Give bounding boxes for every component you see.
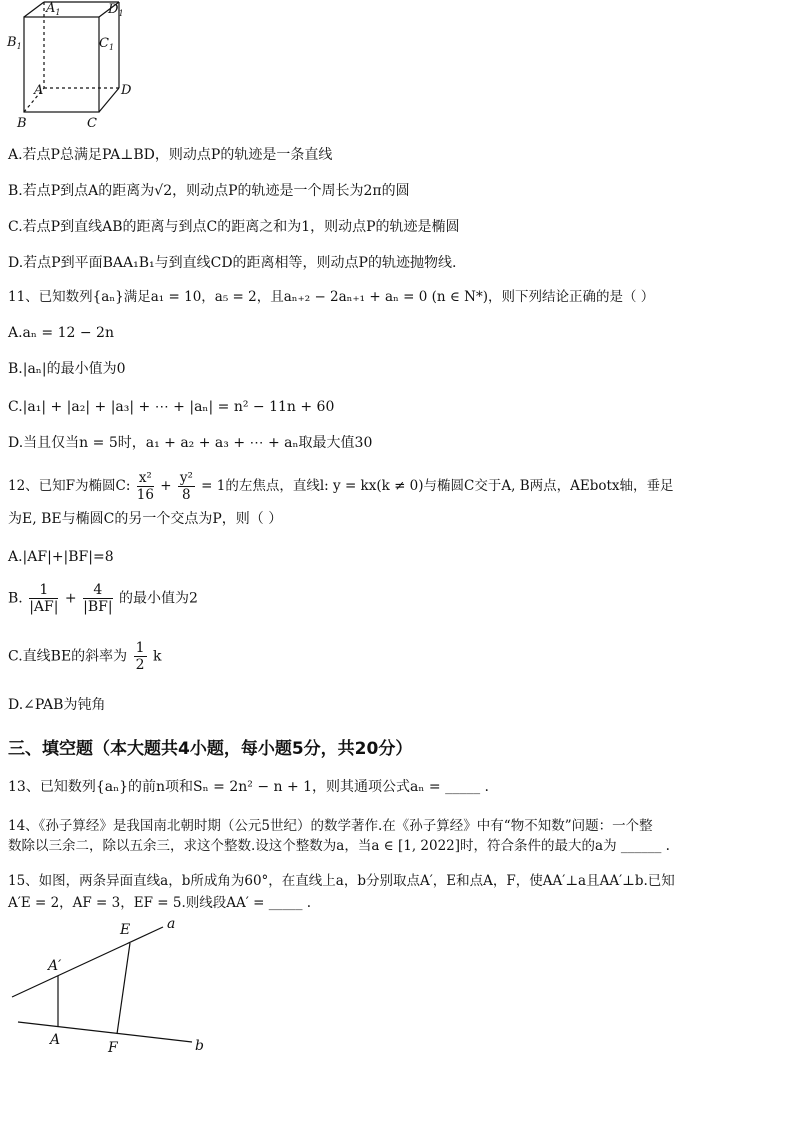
cube-label-a: A	[34, 83, 44, 98]
fig-label-b-line: b	[195, 1038, 204, 1054]
q12-frac-y-den: 8	[182, 487, 191, 503]
q12-stem-line1	[8, 470, 674, 503]
q12-option-c-frac-num: 1	[135, 640, 145, 656]
q12-frac-y-num: y²	[179, 470, 193, 486]
cube-label-c: C	[87, 116, 97, 131]
q12-stem-line2: 为E, BE与椭圆C的另一个交点为P，则（ ）	[8, 511, 283, 527]
q12-option-b-frac1-num: 1	[29, 582, 58, 599]
q12-option-b	[8, 582, 198, 615]
q10-option-b: B.若点P到点A的距离为√2，则动点P的轨迹是一个周长为2π的圆	[8, 183, 410, 199]
cube-label-b: B	[17, 116, 27, 131]
cube-label-d: D	[121, 83, 132, 98]
q12-option-c-frac	[134, 640, 147, 673]
fig-label-a-prime: A′	[48, 958, 62, 974]
q12-plus: +	[160, 478, 172, 494]
line-b	[18, 1022, 192, 1042]
q12-option-b-frac2-num: 4	[83, 582, 112, 599]
q12-option-c-prefix: C.直线BE的斜率为	[8, 648, 128, 665]
q12-option-b-frac1-den: |AF|	[29, 599, 59, 615]
cube-label-a1: $A_1$	[46, 1, 61, 17]
q12-option-b-suffix: 的最小值为2	[119, 590, 198, 607]
q11-stem: 11、已知数列{aₙ}满足a₁ = 10，a₅ = 2，且aₙ₊₂ − 2aₙ₊₁ + aₙ = 0 (n ∈ N*)，则下列结论正确的是（ ）	[8, 289, 655, 305]
skew-lines-figure	[0, 912, 230, 1062]
fig-label-e: E	[120, 922, 131, 938]
q10-option-a: A.若点P总满足PA⊥BD，则动点P的轨迹是一条直线	[8, 147, 333, 163]
q11-option-c: C.|a₁| + |a₂| + |a₃| + ⋯ + |aₙ| = n² − 11n + 60	[8, 399, 335, 415]
cube-label-c1: $C_1$	[99, 36, 115, 52]
q13-text: 13、已知数列{aₙ}的前n项和Sₙ = 2n² − n + 1，则其通项公式aₙ = _____ .	[8, 779, 489, 795]
q12-option-b-prefix: B.	[8, 590, 23, 607]
q12-frac-x	[137, 470, 154, 503]
q12-option-c	[8, 640, 161, 673]
q14-line1: 14、《孙子算经》是我国南北朝时期（公元5世纪）的数学著作.在《孙子算经》中有“物不知数”问题：一个整	[8, 818, 653, 834]
cube-label-d1: $D_1$	[108, 2, 124, 18]
line-a	[12, 927, 163, 997]
q12-stem-part2: = 1的左焦点，直线l: y = kx(k ≠ 0)与椭圆C交于A, B两点，AEbotx轴，垂足	[201, 478, 674, 494]
q12-option-b-frac1	[29, 582, 58, 615]
cube-edge	[99, 88, 119, 112]
q12-frac-x-den: 16	[136, 487, 154, 503]
q11-option-a: A.aₙ = 12 − 2n	[8, 325, 114, 341]
q12-option-b-frac2-den: |BF|	[83, 599, 113, 615]
q12-option-b-frac2	[83, 582, 112, 615]
q12-option-a: A.|AF|+|BF|=8	[8, 549, 114, 565]
q11-option-d: D.当且仅当n = 5时，a₁ + a₂ + a₃ + ⋯ + aₙ取最大值30	[8, 435, 373, 451]
q12-stem-part1: 12、已知F为椭圆C:	[8, 478, 131, 494]
q11-option-b: B.|aₙ|的最小值为0	[8, 361, 126, 377]
q12-frac-x-num: x²	[137, 470, 154, 487]
section3-title: 三、填空题（本大题共4小题，每小题5分，共20分）	[8, 739, 413, 759]
fig-label-a-line: a	[167, 916, 176, 932]
q10-option-c: C.若点P到直线AB的距离与到点C的距离之和为1，则动点P的轨迹是椭圆	[8, 219, 460, 235]
cube-figure	[0, 0, 150, 135]
q12-option-c-frac-den: 2	[135, 657, 145, 673]
q12-frac-y	[178, 470, 195, 503]
q10-option-d: D.若点P到平面BAA₁B₁与到直线CD的距离相等，则动点P的轨迹抛物线.	[8, 255, 457, 271]
q12-option-d: D.∠PAB为钝角	[8, 697, 106, 713]
q15-line1: 15、如图，两条异面直线a，b所成角为60°，在直线上a，b分别取点A′，E和点A，F，使AA′⊥a且AA′⊥b.已知	[8, 873, 675, 889]
q12-option-c-suffix: k	[153, 648, 162, 665]
fig-label-f: F	[108, 1040, 118, 1056]
segment-ef	[117, 943, 130, 1034]
q12-option-b-plus: +	[64, 590, 77, 607]
cube-edge	[24, 2, 44, 17]
q14-line2: 数除以三余二，除以五余三，求这个整数.设这个整数为a，当a ∈ [1, 2022]时，符合条件的最大的a为 ______ .	[8, 838, 670, 854]
cube-label-b1: $B_1$	[7, 35, 22, 51]
q15-line2: A′E = 2，AF = 3，EF = 5.则线段AA′ = _____ .	[8, 895, 312, 911]
fig-label-a: A	[50, 1032, 61, 1048]
